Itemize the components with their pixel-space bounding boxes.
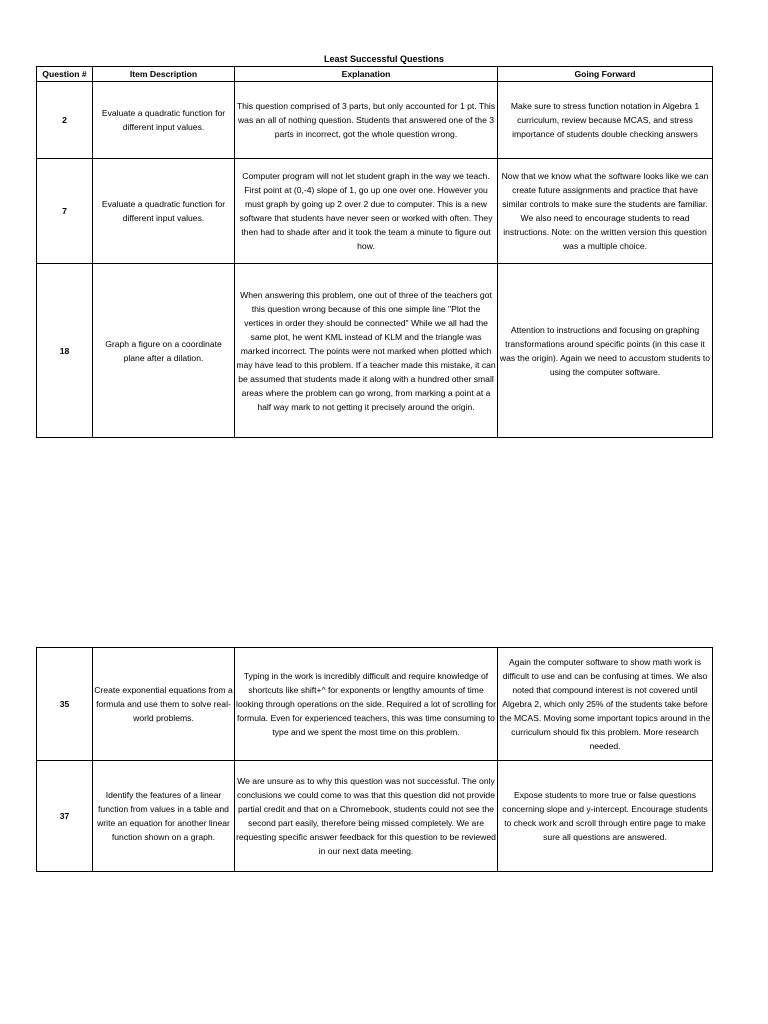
table-row bbox=[37, 82, 713, 159]
header-row bbox=[37, 67, 713, 82]
item-description: Evaluate a quadratic function for different input values. bbox=[93, 82, 235, 159]
question-number: 18 bbox=[37, 264, 93, 438]
question-number: 37 bbox=[37, 761, 93, 872]
header-going-forward: Going Forward bbox=[498, 67, 713, 82]
table-row bbox=[37, 648, 713, 761]
header-explanation: Explanation bbox=[235, 67, 498, 82]
item-description: Evaluate a quadratic function for different input values. bbox=[93, 159, 235, 264]
questions-table-top bbox=[36, 66, 713, 438]
item-description: Identify the features of a linear function from values in a table and write an equation for another linear function shown on a graph. bbox=[93, 761, 235, 872]
explanation: Computer program will not let student graph in the way we teach. First point at (0,-4) slope of 1, go up one over one. However you must graph by going up 2 over 2 due to computer. This is a new software that students have never seen or worked with often. They then had to shade after and it took the team a minute to figure out how. bbox=[235, 159, 498, 264]
going-forward: Attention to instructions and focusing on graphing transformations around specific points (in this case it was the origin). Again we need to accustom students to using the computer software. bbox=[498, 264, 713, 438]
explanation: This question comprised of 3 parts, but only accounted for 1 pt. This was an all of nothing question. Students that answered one of the 3 parts in incorrect, got the whole question wrong. bbox=[235, 82, 498, 159]
going-forward: Now that we know what the software looks like we can create future assignments and practice that have similar controls to make sure the students are familiar. We also need to encourage students to read instructions. Note: on the written version this question was a multiple choice. bbox=[498, 159, 713, 264]
question-number: 7 bbox=[37, 159, 93, 264]
question-number: 2 bbox=[37, 82, 93, 159]
table-row bbox=[37, 159, 713, 264]
going-forward: Again the computer software to show math work is difficult to use and can be confusing at times. We also noted that compound interest is not covered until Algebra 2, which only 25% of the students take before the MCAS. Moving some important topics around in the curriculum should fix this problem. More research needed. bbox=[498, 648, 713, 761]
explanation: We are unsure as to why this question was not successful. The only conclusions we could come to was that this question did not provide partial credit and that on a Chromebook, students could not see the second part easily, therefore being missed completely. We are requesting specific answer feedback for this question to be reviewed in our next data meeting. bbox=[235, 761, 498, 872]
questions-table-bottom bbox=[36, 647, 713, 872]
going-forward: Make sure to stress function notation in Algebra 1 curriculum, review because MCAS, and stress importance of students double checking answers bbox=[498, 82, 713, 159]
item-description: Create exponential equations from a formula and use them to solve real-world problems. bbox=[93, 648, 235, 761]
header-question-number: Question # bbox=[37, 67, 93, 82]
question-number: 35 bbox=[37, 648, 93, 761]
item-description: Graph a figure on a coordinate plane after a dilation. bbox=[93, 264, 235, 438]
table-row bbox=[37, 264, 713, 438]
header-item-description: Item Description bbox=[93, 67, 235, 82]
going-forward: Expose students to more true or false questions concerning slope and y-intercept. Encourage students to check work and scroll through entire page to make sure all questions are answered. bbox=[498, 761, 713, 872]
explanation: Typing in the work is incredibly difficult and require knowledge of shortcuts like shift+^ for exponents or lengthy amounts of time looking through operations on the side. Required a lot of scrolling for formula. Even for experienced teachers, this was time consuming to type and we spent the most time on this problem. bbox=[235, 648, 498, 761]
explanation: When answering this problem, one out of three of the teachers got this question wrong because of this one simple line "Plot the vertices in order they should be connected" While we all had the same plot, he went KML instead of KLM and the triangle was marked incorrect. The points were not marked when plotted which may have lead to this problem. If a teacher made this mistake, it can be assumed that students made it along with a hundred other small areas where the problem can go wrong, from marking a point at a half way mark to not getting it precisely around the origin. bbox=[235, 264, 498, 438]
document-title: Least Successful Questions bbox=[323, 54, 445, 64]
table-row bbox=[37, 761, 713, 872]
